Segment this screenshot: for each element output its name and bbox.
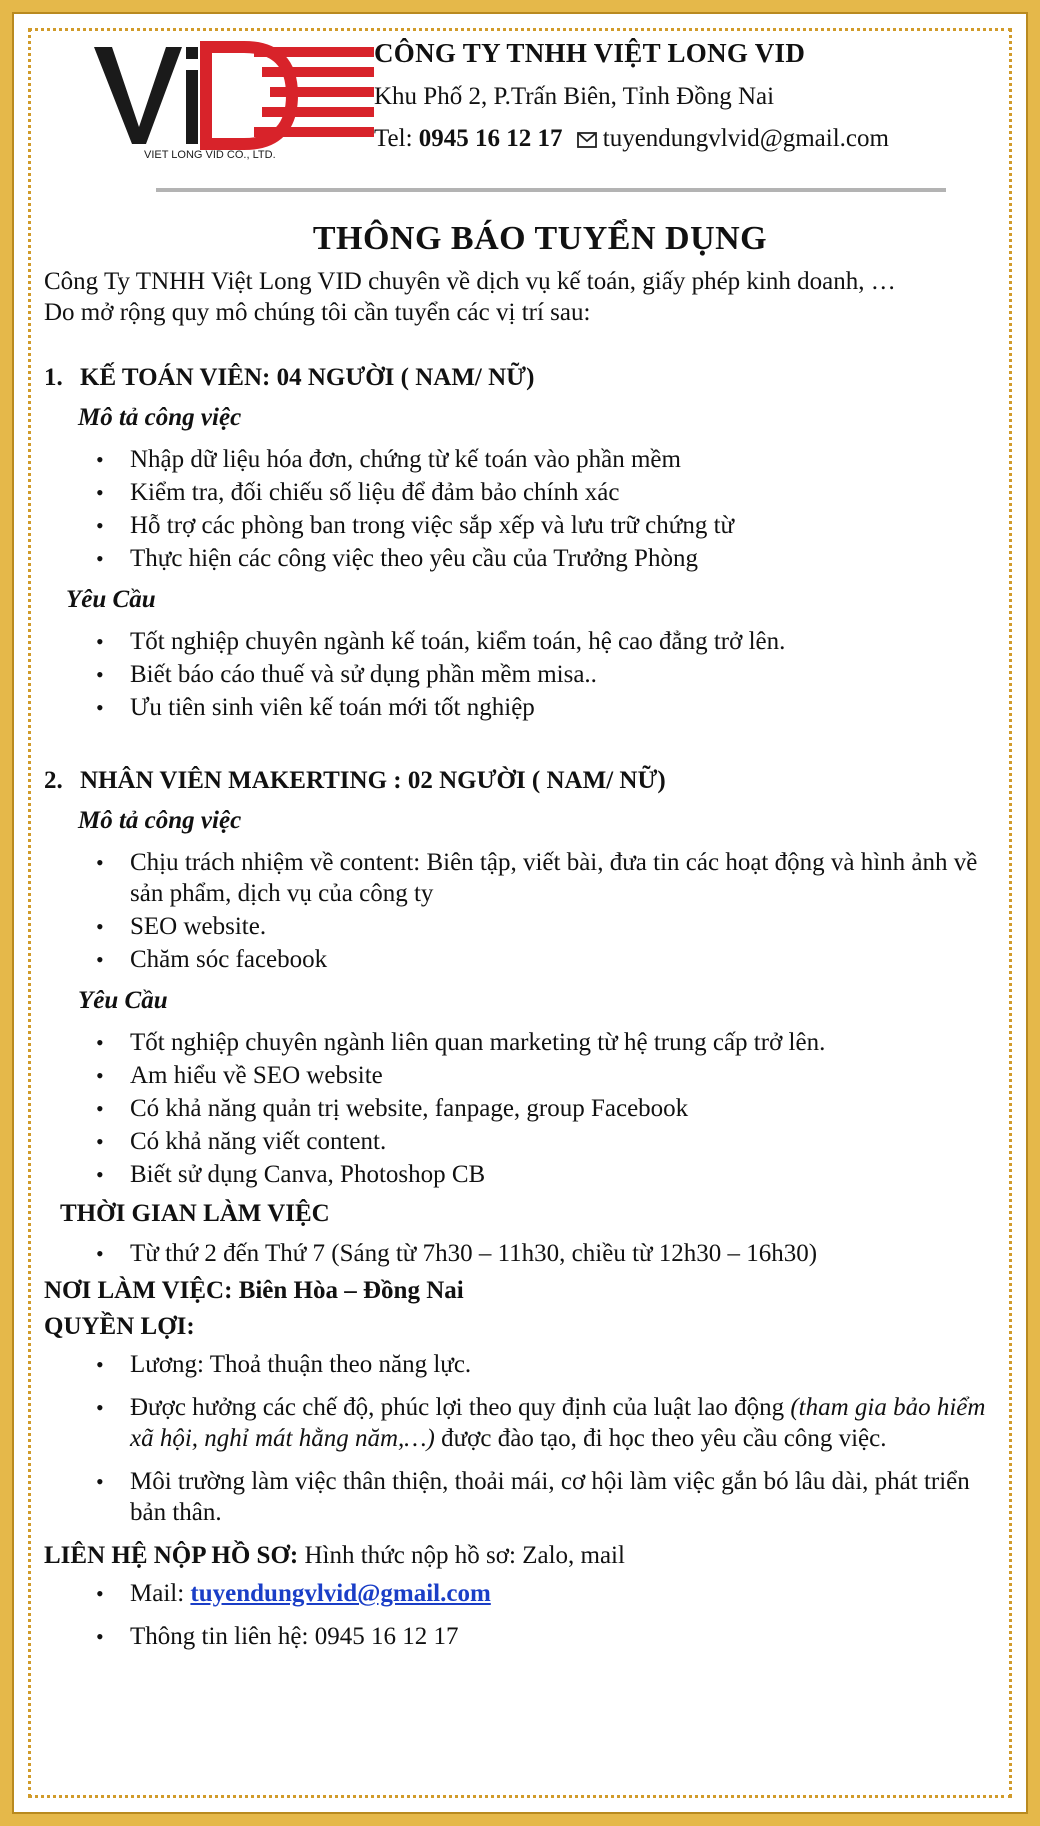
- company-contact-line: [374, 125, 889, 153]
- list-item: • Tốt nghiệp chuyên ngành kế toán, kiểm toán, hệ cao đẳng trở lên.: [104, 626, 996, 657]
- list-item: • Có khả năng viết content.: [104, 1126, 996, 1157]
- list-item: • Thực hiện các công việc theo yêu cầu của Trưởng Phòng: [104, 543, 996, 574]
- section-2-desc-list: [44, 847, 996, 975]
- company-address: Khu Phố 2, P.Trấn Biên, Tỉnh Đồng Nai: [374, 83, 775, 110]
- company-info: [374, 30, 889, 167]
- section-2-req-label: Yêu Cầu: [78, 987, 168, 1014]
- list-item: • Có khả năng quản trị website, fanpage, group Facebook: [104, 1093, 996, 1124]
- list-item: [104, 1578, 996, 1609]
- list-item: • Biết sử dụng Canva, Photoshop CB: [104, 1159, 996, 1190]
- tel-value: 0945 16 12 17: [418, 125, 563, 152]
- list-item: • Từ thứ 2 đến Thứ 7 (Sáng từ 7h30 – 11h30, chiều từ 12h30 – 16h30): [104, 1238, 996, 1269]
- contact-heading: LIÊN HỆ NỘP HỒ SƠ:: [44, 1542, 299, 1569]
- intro-line-2: Do mở rộng quy mô chúng tôi cần tuyển các vị trí sau:: [44, 299, 591, 326]
- tel-label: Tel:: [374, 125, 419, 152]
- intro-paragraph: [44, 266, 996, 328]
- section-1-title: KẾ TOÁN VIÊN: 04 NGƯỜI ( NAM/ NỮ): [80, 364, 535, 391]
- list-item: • Ưu tiên sinh viên kế toán mới tốt nghiệp: [104, 692, 996, 723]
- contact-line: [44, 1542, 996, 1570]
- list-item: • Thông tin liên hệ: 0945 16 12 17: [104, 1621, 996, 1652]
- list-item: [104, 1392, 996, 1454]
- company-logo: [84, 32, 384, 162]
- section-2-heading: [44, 767, 996, 795]
- work-place: NƠI LÀM VIỆC: Biên Hòa – Đồng Nai: [44, 1277, 464, 1304]
- list-item: • Kiểm tra, đối chiếu số liệu để đảm bảo chính xác: [104, 477, 996, 508]
- list-item: • Môi trường làm việc thân thiện, thoải mái, cơ hội làm việc gắn bó lâu dài, phát triển bản thân.: [104, 1466, 996, 1528]
- header-divider: [156, 188, 946, 192]
- logo-tagline: VIET LONG VID CO., LTD.: [144, 149, 276, 161]
- list-item: • Lương: Thoả thuận theo năng lực.: [104, 1349, 996, 1380]
- section-1-desc-label: Mô tả công việc: [78, 404, 242, 431]
- section-accountant: [44, 364, 996, 723]
- mail-label: Mail:: [130, 1580, 191, 1607]
- list-item: • Biết báo cáo thuế và sử dụng phần mềm misa..: [104, 659, 996, 690]
- work-time-list: [44, 1238, 996, 1269]
- intro-line-1: Công Ty TNHH Việt Long VID chuyên về dịch vụ kế toán, giấy phép kinh doanh, …: [44, 268, 896, 295]
- section-1-number: 1.: [44, 364, 63, 391]
- list-item: • Am hiểu về SEO website: [104, 1060, 996, 1091]
- contact-list: [44, 1578, 996, 1652]
- list-item: • Chăm sóc facebook: [104, 944, 996, 975]
- section-2-title: NHÂN VIÊN MAKERTING : 02 NGƯỜI ( NAM/ NỮ): [80, 767, 666, 794]
- header-email[interactable]: tuyendungvlvid@gmail.com: [602, 125, 889, 152]
- benefit-2-text-b: (tham gia bảo hiểm xã hội, nghỉ mát hằng năm,…): [130, 1394, 986, 1452]
- contact-method: Hình thức nộp hồ sơ: Zalo, mail: [304, 1542, 625, 1569]
- list-item: • SEO website.: [104, 911, 996, 942]
- job-posting-document: [44, 20, 996, 1654]
- section-1-desc-list: [44, 444, 996, 574]
- benefits-list: [44, 1349, 996, 1528]
- section-1-req-list: [44, 626, 996, 723]
- letterhead: [44, 20, 996, 180]
- mail-link[interactable]: tuyendungvlvid@gmail.com: [190, 1580, 491, 1607]
- section-1-req-label: Yêu Cầu: [66, 586, 156, 613]
- section-1-heading: [44, 364, 996, 392]
- list-item: • Hỗ trợ các phòng ban trong việc sắp xếp và lưu trữ chứng từ: [104, 510, 996, 541]
- page-title: THÔNG BÁO TUYỂN DỤNG: [312, 220, 768, 257]
- list-item: • Nhập dữ liệu hóa đơn, chứng từ kế toán vào phần mềm: [104, 444, 996, 475]
- benefits-heading: QUYỀN LỢI:: [44, 1313, 195, 1340]
- section-2-number: 2.: [44, 767, 63, 794]
- benefit-2-text-c: được đào tạo, đi học theo yêu cầu công việc.: [434, 1425, 887, 1452]
- work-time-heading: THỜI GIAN LÀM VIỆC: [60, 1200, 330, 1227]
- envelope-icon: [577, 132, 597, 148]
- list-item: • Chịu trách nhiệm về content: Biên tập, viết bài, đưa tin các hoạt động và hình ảnh về sản phẩm, dịch vụ của công ty: [104, 847, 996, 909]
- section-2-desc-label: Mô tả công việc: [78, 807, 242, 834]
- company-name: CÔNG TY TNHH VIỆT LONG VID: [374, 38, 806, 68]
- section-marketing: [44, 767, 996, 1190]
- benefit-2-text-a: Được hưởng các chế độ, phúc lợi theo quy định của luật lao động: [130, 1394, 791, 1421]
- section-2-req-list: [44, 1027, 996, 1190]
- list-item: • Tốt nghiệp chuyên ngành liên quan marketing từ hệ trung cấp trở lên.: [104, 1027, 996, 1058]
